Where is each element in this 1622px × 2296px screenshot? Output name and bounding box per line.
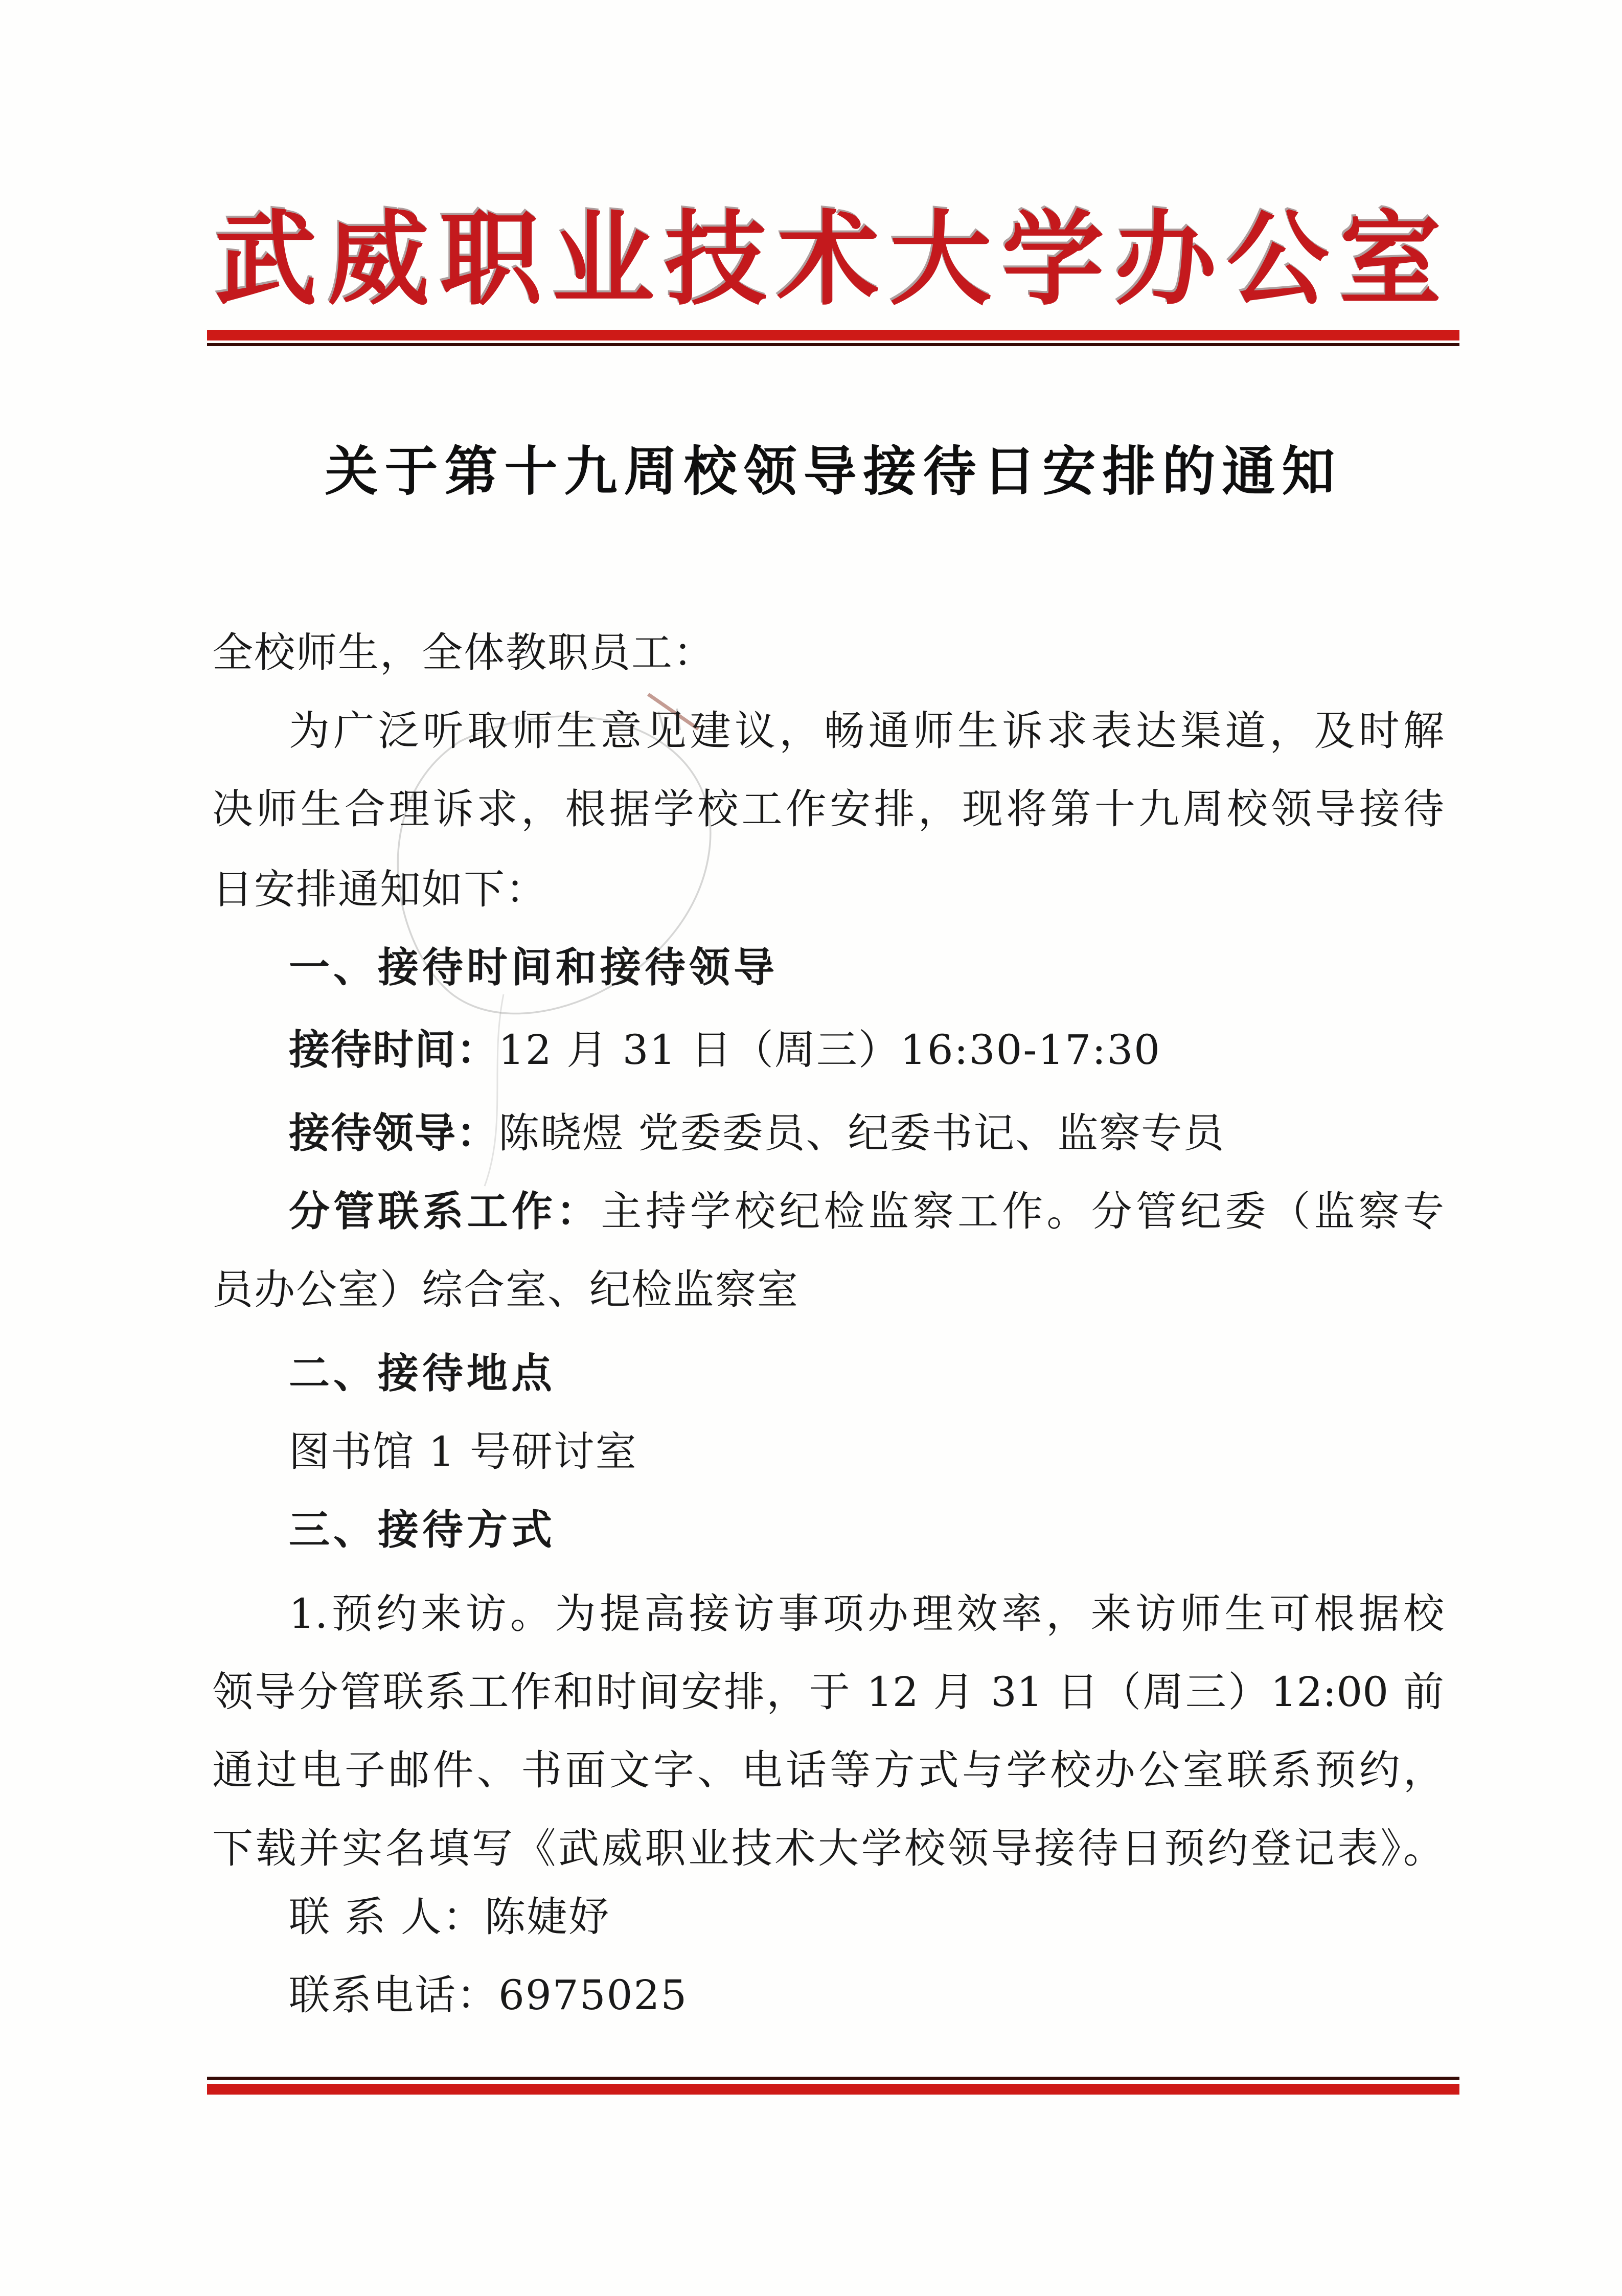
letterhead-rule-dark bbox=[207, 343, 1459, 346]
duty-line-1 bbox=[289, 1189, 1444, 1235]
intro-line-1: 为广泛听取师生意见建议，畅通师生诉求表达渠道，及时解 bbox=[289, 707, 1444, 755]
reception-leader-value: 陈晓煜 党委委员、纪委书记、监察专员 bbox=[498, 1109, 1225, 1157]
reception-leader-label: 接待领导： bbox=[289, 1109, 498, 1157]
section-heading-3: 三、接待方式 bbox=[289, 1506, 556, 1554]
doc-title: 关于第十九周校领导接待日安排的通知 bbox=[325, 440, 1342, 503]
method-line-2: 领导分管联系工作和时间安排，于 12 月 31 日（周三）12:00 前 bbox=[212, 1668, 1444, 1716]
reception-leader-line bbox=[289, 1110, 1225, 1156]
pen-stroke bbox=[485, 994, 504, 1186]
duty-value: 主持学校纪检监察工作。分管纪委（监察专 bbox=[601, 1188, 1445, 1235]
contact-person-line bbox=[289, 1894, 610, 1940]
letterhead-title: 武威职业技术大学办公室 bbox=[214, 199, 1452, 320]
intro-line-3: 日安排通知如下： bbox=[212, 866, 547, 913]
duty-label: 分管联系工作： bbox=[289, 1188, 601, 1235]
duty-line-2: 员办公室）综合室、纪检监察室 bbox=[212, 1266, 799, 1313]
reception-time-line bbox=[289, 1027, 1161, 1073]
contact-person-value: 陈婕妤 bbox=[484, 1893, 610, 1941]
method-line-3: 通过电子邮件、书面文字、电话等方式与学校办公室联系预约， bbox=[212, 1746, 1444, 1794]
reception-time-value: 12 月 31 日（周三）16:30-17:30 bbox=[498, 1026, 1161, 1074]
method-line-4: 下载并实名填写《武威职业技术大学校领导接待日预约登记表》。 bbox=[212, 1825, 1444, 1872]
footer-rule-red bbox=[207, 2084, 1459, 2095]
method-line-1: 1.预约来访。为提高接访事项办理效率，来访师生可根据校 bbox=[289, 1590, 1444, 1638]
contact-person-label: 联 系 人： bbox=[289, 1893, 485, 1941]
contact-phone-line bbox=[289, 1972, 688, 2018]
reception-time-label: 接待时间： bbox=[289, 1026, 498, 1074]
contact-phone-label: 联系电话： bbox=[289, 1971, 498, 2019]
section-heading-2: 二、接待地点 bbox=[289, 1350, 556, 1397]
salutation-line: 全校师生，全体教职员工： bbox=[212, 629, 715, 676]
footer-rule-dark bbox=[207, 2077, 1459, 2080]
intro-line-2: 决师生合理诉求，根据学校工作安排，现将第十九周校领导接待 bbox=[212, 785, 1444, 833]
letterhead-rule-red bbox=[207, 330, 1459, 340]
contact-phone-value: 6975025 bbox=[498, 1971, 688, 2019]
location-line: 图书馆 1 号研讨室 bbox=[289, 1428, 637, 1475]
section-heading-1: 一、接待时间和接待领导 bbox=[289, 944, 778, 991]
